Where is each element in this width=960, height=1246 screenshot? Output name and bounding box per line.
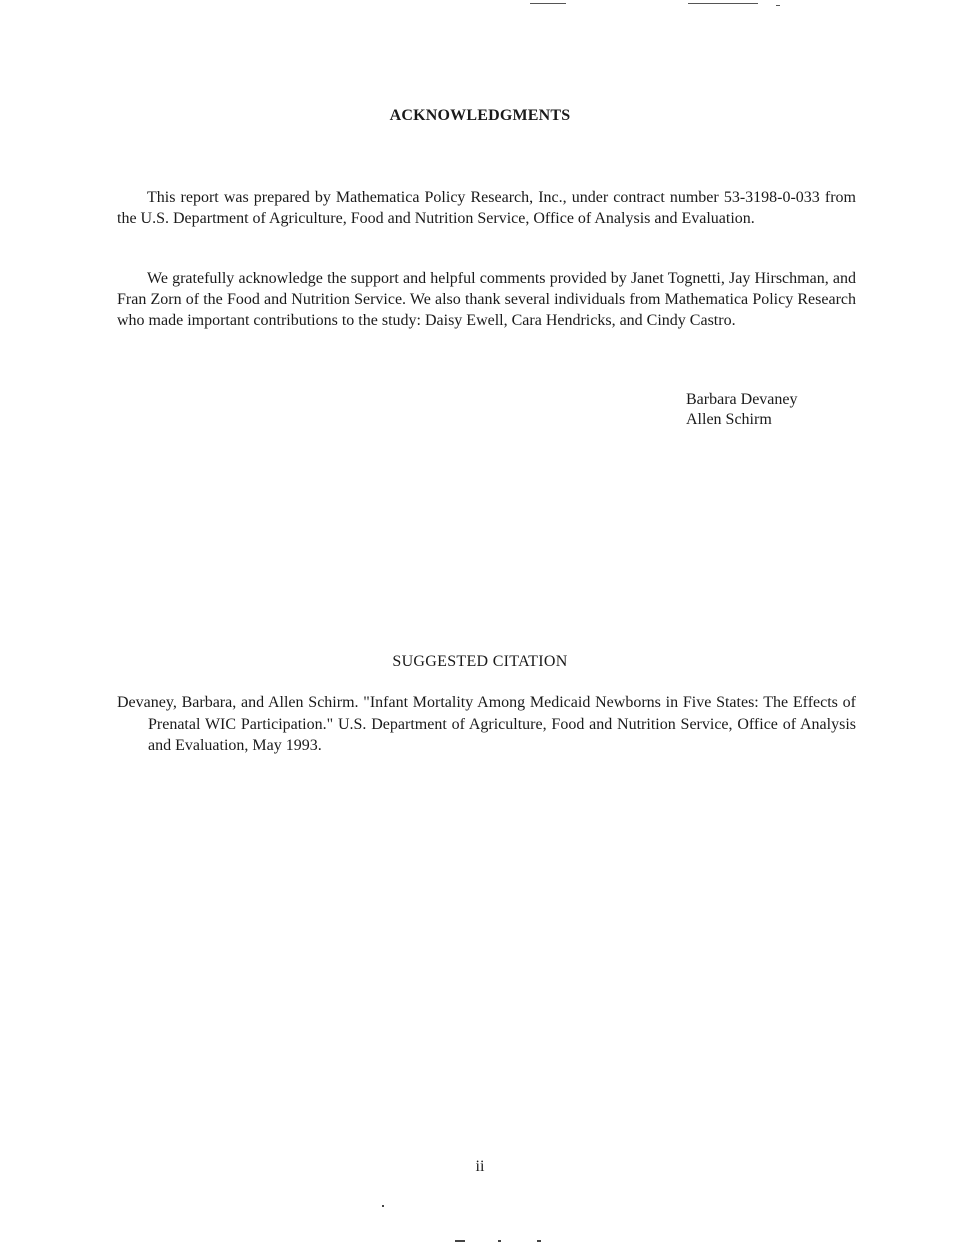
acknowledgment-paragraph: This report was prepared by Mathematica Policy Research, Inc., under contract number 53-3198-0-033 from the U.S. Department of Agriculture, Food and Nutrition Service, Office of Analysis and Evaluation. (117, 189, 856, 227)
page-number: ii (475, 1158, 485, 1175)
citation-text: Devaney, Barbara, and Allen Schirm. "Infant Mortality Among Medicaid Newborns in Five States: The Effects of Prenatal WIC Participation." U.S. Department of Agriculture, Food and Nutrition Service, Office of Analysis and Evaluation, May 1993. (117, 694, 856, 754)
scan-artifact-line (530, 3, 566, 4)
scan-artifact-line (776, 5, 780, 6)
scan-artifact-dot (498, 1240, 501, 1242)
acknowledgment-paragraph: We gratefully acknowledge the support and helpful comments provided by Janet Tognetti, Jay Hirschman, and Fran Zorn of the Food and Nutrition Service. We also thank several individuals from Mathematica Policy Research who made important contributions to the study: Daisy Ewell, Cara Hendricks, and Cindy Castro. (117, 270, 856, 329)
scan-artifact-dot (382, 1205, 384, 1207)
scan-artifact-line (688, 3, 758, 4)
scan-artifact-dot (455, 1240, 465, 1242)
signature-name: Barbara Devaney (686, 391, 798, 408)
signature-block (686, 390, 798, 430)
scan-artifact-dot (537, 1240, 541, 1242)
suggested-citation-heading: SUGGESTED CITATION (392, 653, 568, 670)
signature-name: Allen Schirm (686, 411, 772, 428)
acknowledgments-heading: ACKNOWLEDGMENTS (389, 107, 571, 124)
